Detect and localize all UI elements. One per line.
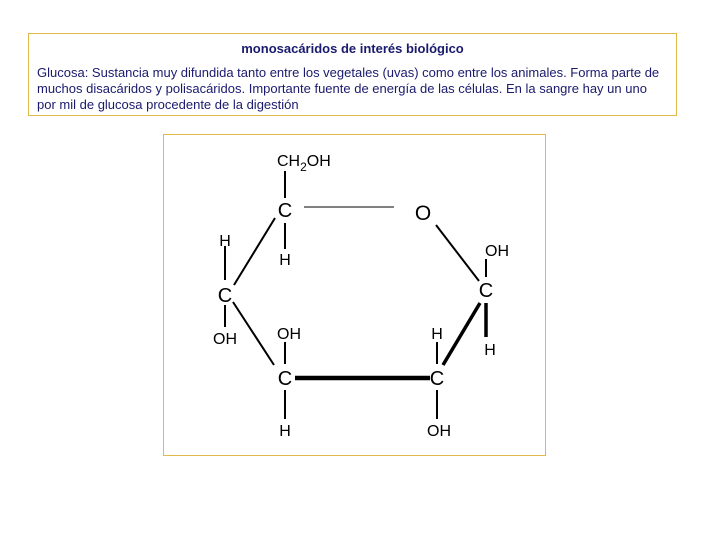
c1-label: C — [478, 280, 494, 302]
bond-c4-c3 — [233, 302, 274, 365]
c2-h-label: H — [431, 326, 443, 343]
c3-oh-label: OH — [277, 326, 301, 343]
glucose-term: Glucosa — [37, 65, 85, 80]
c4-h-label: H — [219, 233, 231, 250]
glucose-description-text: : Sustancia muy difundida tanto entre los vegetales (uvas) como entre los animales. Forma parte de muchos disacáridos y polisacáridos. Importante fuente de energía de las células. En la sangre hay un uno por mil de glucosa procedente de la digestión — [37, 65, 660, 112]
c4-oh-label: OH — [213, 331, 237, 348]
description-panel — [28, 33, 677, 116]
c3-h-label: H — [279, 423, 291, 440]
c4-label: C — [217, 285, 233, 307]
c2-label: C — [429, 368, 445, 390]
panel-title: monosacáridos de interés biológico — [241, 41, 464, 56]
ch2oh-group: $CH_2OH$ — [277, 153, 331, 174]
c1-h-label: H — [484, 342, 496, 359]
bond-c1-c2 — [443, 303, 480, 365]
bond-o-c1 — [436, 225, 479, 281]
glucose-ring-svg — [164, 135, 547, 457]
c5-label: C — [277, 200, 293, 222]
glucose-description — [37, 65, 668, 113]
c3-label: C — [277, 368, 293, 390]
glucose-structure-diagram — [163, 134, 546, 456]
c1-oh-label: OH — [485, 243, 509, 260]
ring-oxygen-label: O — [414, 202, 432, 225]
c2-oh-label: OH — [427, 423, 451, 440]
bond-c5-c4 — [234, 218, 275, 285]
c5-h-label: H — [279, 252, 291, 269]
